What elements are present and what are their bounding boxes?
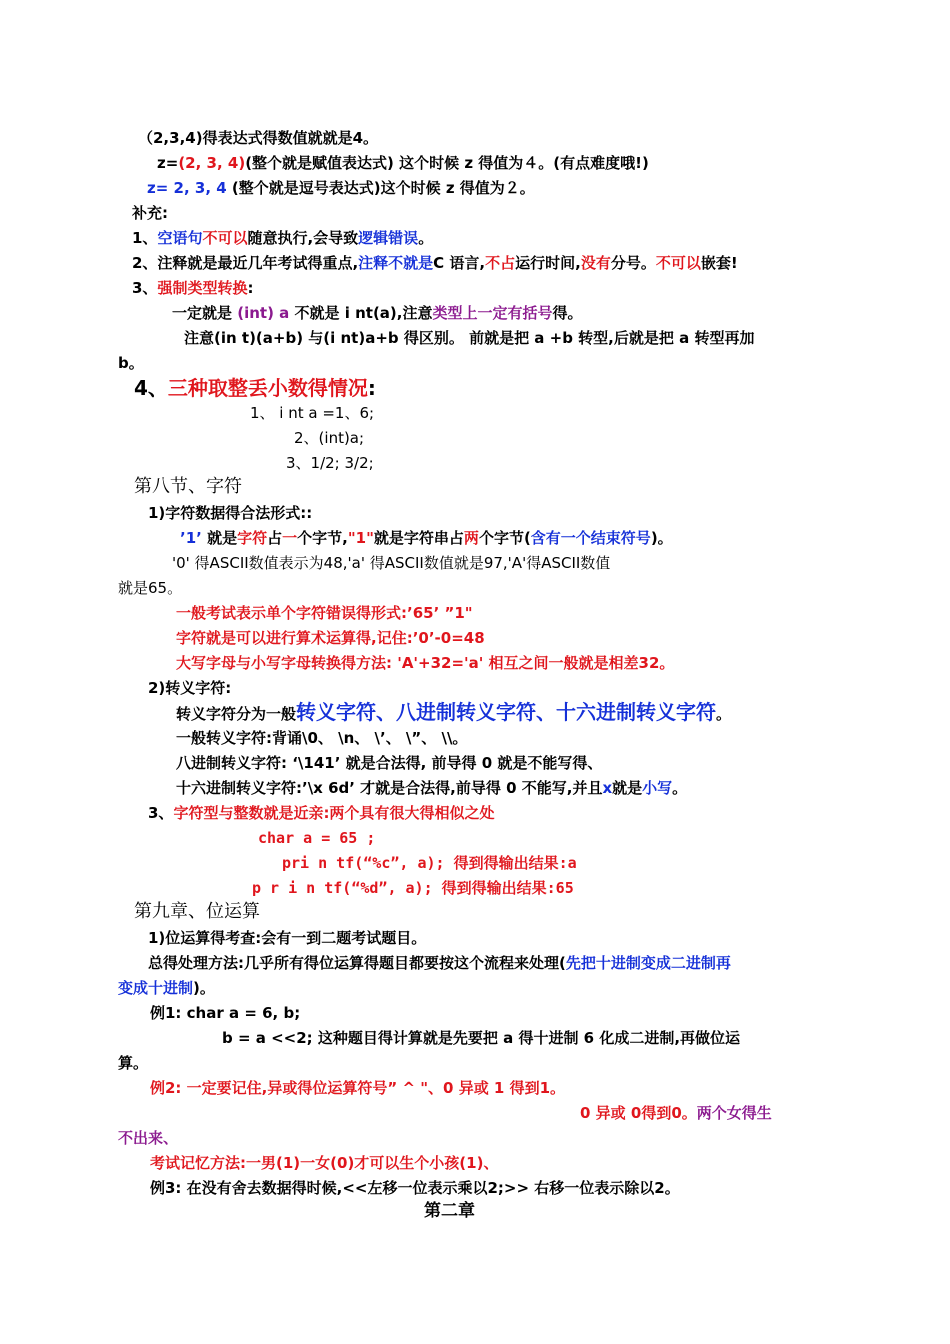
example-2-xor-zero: 0 异或 0得到0。两个女得生: [580, 1104, 772, 1122]
example-2-xor: 例2: 一定要记住,异或得位运算符号” ^ "、0 异或 1 得到1。: [150, 1079, 566, 1097]
supplement-heading: 补充:: [132, 204, 168, 222]
example-2-continuation: 不出来、: [118, 1129, 179, 1147]
code-printf-c: pri n tf(“%c”, a); 得到得输出结果:a: [282, 854, 577, 872]
general-escape-chars: 一般转义字符:背诵\0、 \n、 \’、 \”、 \\。: [176, 729, 468, 747]
ascii-values-continuation: 就是65。: [118, 579, 183, 597]
cast-difference-line: 注意(in t)(a+b) 与(i nt)a+b 得区别。 前就是把 a +b 转型,后就是把 a 转型再加: [184, 329, 755, 347]
char-arithmetic-note: 字符就是可以进行算术运算得,记住:’0’-0=48: [176, 629, 485, 647]
example-1-shift: b = a <<2; 这种题目得计算就是先要把 a 得十进制 6 化成二进制,再做位运: [222, 1029, 741, 1047]
line-comma-expression-value: （2,3,4)得表达式得数值就就是4。: [138, 129, 379, 147]
bitwise-method-line: 总得处理方法:几乎所有得位运算得题目都要按这个流程来处理(先把十进制变成二进制再: [148, 954, 731, 972]
supplement-item-3: 3、强制类型转换:: [132, 279, 254, 297]
escape-chars-heading: 2)转义字符:: [148, 679, 232, 697]
supplement-item-2: 2、注释就是最近几年考试得重点,注释不就是C 语言,不占运行时间,没有分号。不可以嵌套!: [132, 254, 738, 272]
char-vs-string-line: ’1’ 就是字符占一个字节,"1"就是字符串占两个字节(含有一个结束符号)。: [180, 529, 673, 547]
example-3-shift: 例3: 在没有舍去数据得时候,<<左移一位表示乘以2;>> 右移一位表示除以2。: [150, 1179, 680, 1197]
hex-escape-chars: 十六进制转义字符:’\x 6d’ 才就是合法得,前导得 0 不能写,并且x就是小写。: [176, 779, 688, 797]
char-data-forms: 1)字符数据得合法形式::: [148, 504, 313, 522]
bitwise-exam-note: 1)位运算得考查:会有一到二题考试题目。: [148, 929, 427, 947]
escape-char-categories: 转义字符分为一般转义字符、八进制转义字符、十六进制转义字符。: [176, 700, 732, 724]
octal-escape-chars: 八进制转义字符: ‘\141’ 就是合法得, 前导得 0 就是不能写得、: [176, 754, 603, 772]
chapter-9-heading: 第九章、位运算: [134, 901, 260, 922]
cast-difference-continuation: b。: [118, 354, 144, 372]
cast-rule-line: 一定就是 (int) a 不就是 i nt(a),注意类型上一定有括号得。: [172, 304, 583, 322]
example-1-continuation: 算。: [118, 1054, 149, 1072]
example-1-declaration: 例1: char a = 6, b;: [150, 1004, 301, 1022]
char-int-relation: 3、字符型与整数就是近亲:两个具有很大得相似之处: [148, 804, 495, 822]
truncation-case-1: 1、 i nt a =1、6;: [250, 404, 375, 422]
line-comma-operator-expression: z= 2, 3, 4 (整个就是逗号表达式)这个时候 z 得值为２。: [147, 179, 535, 197]
case-conversion-note: 大写字母与小写字母转换得方法: 'A'+32='a' 相互之间一般就是相差32。: [176, 654, 675, 672]
xor-memory-trick: 考试记忆方法:一男(1)一女(0)才可以生个小孩(1)、: [150, 1154, 499, 1172]
section-8-heading: 第八节、字符: [134, 476, 242, 497]
bitwise-method-continuation: 变成十进制)。: [118, 979, 215, 997]
truncation-heading: 4、三种取整丢小数得情况:: [134, 376, 376, 400]
chapter-2-heading: 第二章: [424, 1201, 475, 1221]
truncation-case-2: 2、(int)a;: [294, 429, 365, 447]
supplement-item-1: 1、空语句不可以随意执行,会导致逻辑错误。: [132, 229, 434, 247]
code-char-declaration: char a = 65 ;: [258, 829, 376, 847]
line-assignment-expression: z=(2, 3, 4)(整个就是赋值表达式) 这个时候 z 得值为４。(有点难度哦!): [157, 154, 649, 172]
ascii-values-line: '0' 得ASCII数值表示为48,'a' 得ASCII数值就是97,'A'得ASCII数值: [172, 554, 611, 572]
char-error-forms: 一般考试表示单个字符错误得形式:’65’ ”1": [176, 604, 473, 622]
code-printf-d: p r i n tf(“%d”, a); 得到得输出结果:65: [252, 879, 574, 897]
truncation-case-3: 3、1/2; 3/2;: [286, 454, 374, 472]
